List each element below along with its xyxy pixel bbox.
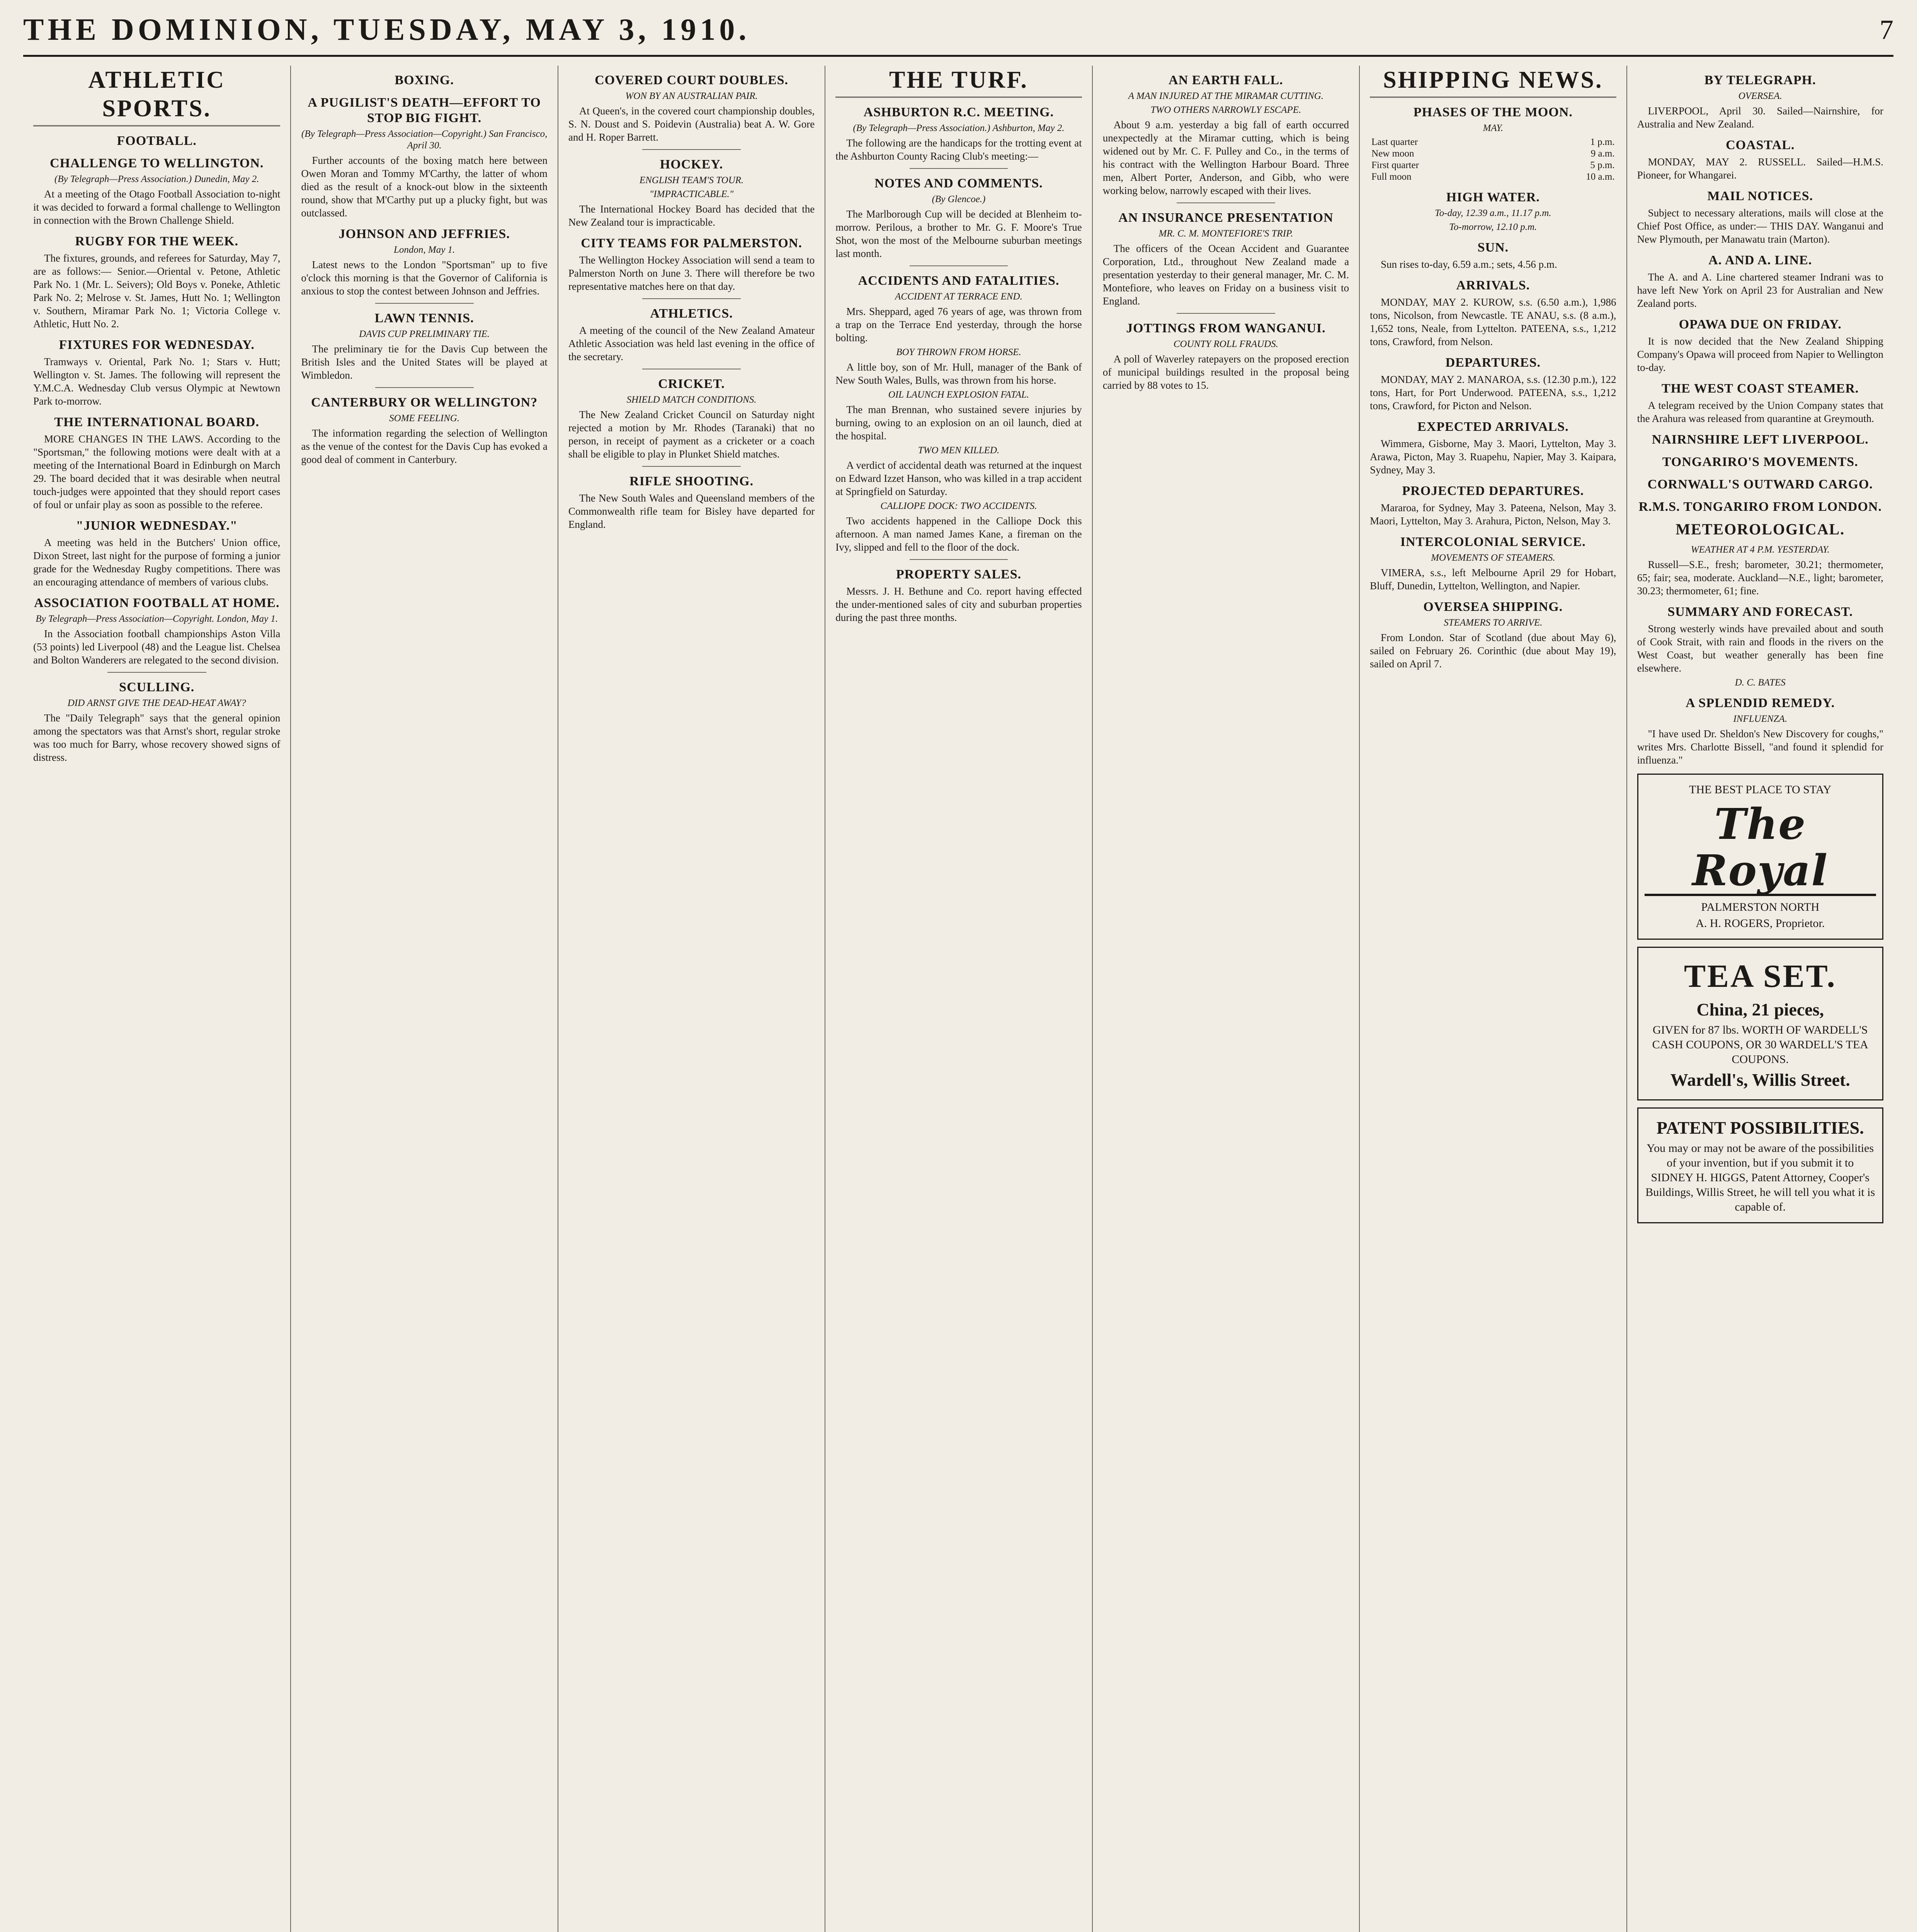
sports-story-heading: "JUNIOR WEDNESDAY." (76, 519, 238, 533)
moon-phases-heading: PHASES OF THE MOON. (1413, 105, 1573, 119)
boxing-story-dateline: London, May 1. (393, 245, 455, 255)
canterbury-story: The information regarding the selection of Wellington as the venue of the contest for the Davis Cup has evoked a good deal of comment in Canterbury. (301, 427, 548, 465)
davis-cup-subheading: DAVIS CUP PRELIMINARY TIE. (359, 329, 490, 339)
west-coast-text: A telegram received by the Union Company states that the Arahura was released from quarantine at Greymouth. (1637, 400, 1883, 424)
accident-3-heading: OIL LAUNCH EXPLOSION FATAL. (888, 389, 1029, 400)
moon-month: MAY. (1483, 123, 1504, 133)
expected-arrivals-heading: EXPECTED ARRIVALS. (1417, 420, 1569, 434)
intercolonial-subheading: MOVEMENTS OF STEAMERS. (1431, 553, 1555, 563)
a-and-a-line-heading: A. AND A. LINE. (1708, 253, 1812, 267)
wanganui-heading: JOTTINGS FROM WANGANUI. (1126, 321, 1326, 335)
accident-5-story: Two accidents happened in the Calliope Dock this afternoon. A man named James Kane, a fireman on the Ivy, slipped and fell to the floor of the dock. (835, 515, 1082, 553)
weather-text: Russell—S.E., fresh; barometer, 30.21; thermometer, 65; fair; sea, moderate. Auckland—N.E., light; barometer, 30.23; thermometer, 61; fine. (1637, 559, 1883, 597)
moon-phase-label: First quarter (1371, 160, 1419, 170)
earth-fall-heading: AN EARTH FALL. (1169, 73, 1283, 87)
sculling-heading: SCULLING. (119, 680, 195, 694)
presentation-story: The officers of the Ocean Accident and Guarantee Corporation, Ltd., throughout New Zealand made a presentation yesterday to their general manager, Mr. C. M. Montefiore, who leaves on Friday on a business visit to England. (1102, 243, 1349, 307)
newspaper-columns (23, 66, 1893, 1932)
departures-heading: DEPARTURES. (1445, 355, 1541, 370)
sports-story-block (33, 595, 280, 667)
property-sales-story: Messrs. J. H. Bethune and Co. report having effected the under-mentioned sales of city and suburban properties during the past three months. (835, 585, 1082, 623)
remedy-heading: A SPLENDID REMEDY. (1686, 696, 1835, 710)
tea-set-offer: GIVEN for 87 lbs. WORTH OF WARDELL'S CASH COUPONS, OR 30 WARDELL'S TEA COUPONS. (1652, 1024, 1868, 1066)
sports-story-heading: CHALLENGE TO WELLINGTON. (50, 156, 264, 170)
accident-2-heading: BOY THROWN FROM HORSE. (896, 347, 1021, 357)
wanganui-story: A poll of Waverley ratepayers on the proposed erection of municipal buildings resulted in the proposal being carried by 88 votes to 15. (1102, 353, 1349, 391)
nairnshire-heading: NAIRNSHIRE LEFT LIVERPOOL. (1652, 432, 1869, 447)
royal-tagline: THE BEST PLACE TO STAY (1689, 783, 1832, 796)
covered-court-heading: COVERED COURT DOUBLES. (595, 73, 789, 87)
accident-5-heading: CALLIOPE DOCK: TWO ACCIDENTS. (880, 501, 1037, 511)
by-telegraph-heading: BY TELEGRAPH. (1704, 73, 1816, 87)
rifle-heading: RIFLE SHOOTING. (629, 474, 754, 488)
moon-phase-time: 5 p.m. (1590, 160, 1615, 170)
section-heading-turf: THE TURF. (835, 66, 1082, 98)
moon-phase-time: 1 p.m. (1590, 137, 1615, 147)
column-telegraph-mail-weather (1626, 66, 1893, 1932)
section-heading-shipping: SHIPPING NEWS. (1370, 66, 1616, 98)
expected-arrivals-text: Wimmera, Gisborne, May 3. Maori, Lyttelton, May 3. Arawa, Picton, May 3. Ruapehu, Napier, May 3. Kaipara, Sydney, May 3. (1370, 438, 1616, 476)
rms-tongariro-heading: R.M.S. TONGARIRO FROM LONDON. (1638, 500, 1882, 514)
moon-phase-label: Full moon (1371, 172, 1412, 182)
moon-phase-time: 9 a.m. (1590, 148, 1615, 159)
boxing-stories (301, 95, 547, 298)
subsection-football: FOOTBALL. (117, 134, 197, 148)
by-telegraph-subheading: OVERSEA. (1738, 91, 1782, 101)
by-telegraph-text: LIVERPOOL, April 30. Sailed—Nairnshire, for Australia and New Zealand. (1637, 105, 1883, 130)
sports-story-dateline: (By Telegraph—Press Association.) Dunedin, May 2. (54, 174, 259, 184)
tea-set-heading: TEA SET. (1684, 958, 1837, 994)
west-coast-heading: THE WEST COAST STEAMER. (1662, 381, 1859, 396)
notes-story: The Marlborough Cup will be decided at Blenheim to-morrow. Perilous, a brother to Mr. G. F. Moore's True Shot, won the most of the Melbourne suburban meetings last month. (835, 208, 1082, 259)
divider (642, 149, 741, 150)
accident-4-heading: TWO MEN KILLED. (918, 445, 1000, 456)
sports-story-body: MORE CHANGES IN THE LAWS. According to the "Sportsman," the following motions were dealt with at a meeting of the International Board in Edinburgh on March 29. The board decided that it was desirable when neutral touch-judges were appointed that they should report cases of foul or unfair play as soon as possible to the referee. (33, 433, 281, 510)
notes-heading: NOTES AND COMMENTS. (874, 176, 1043, 190)
moon-phases-table (1370, 136, 1616, 183)
opawa-heading: OPAWA DUE ON FRIDAY. (1679, 317, 1842, 332)
covered-court-story: At Queen's, in the covered court championship doubles, S. N. Doust and S. Poidevin (Australia) beat A. W. Gore and H. Roper Barrett. (568, 105, 815, 143)
accident-4-story: A verdict of accidental death was returned at the inquest on Edward Izzet Hanson, who was killed in a trap accident at Springfield on Saturday. (835, 459, 1082, 497)
newspaper-title: THE DOMINION, TUESDAY, MAY 3, 1910. (23, 12, 750, 47)
tongariro-heading: TONGARIRO'S MOVEMENTS. (1662, 455, 1858, 469)
moon-phase-label: New moon (1371, 148, 1414, 159)
sports-story-block (33, 337, 280, 408)
boxing-heading: BOXING. (395, 73, 454, 87)
projected-departures-heading: PROJECTED DEPARTURES. (1402, 484, 1584, 498)
rifle-story: The New South Wales and Queensland members of the Commonwealth rifle team for Bisley have departed for England. (568, 492, 815, 530)
divider (642, 466, 741, 467)
arrivals-heading: ARRIVALS. (1456, 278, 1530, 293)
meteorological-heading: METEOROLOGICAL. (1675, 520, 1845, 538)
city-teams-heading: CITY TEAMS FOR PALMERSTON. (581, 236, 802, 250)
hockey-story: The International Hockey Board has decided that the New Zealand tour is impracticable. (568, 203, 815, 228)
weather-subheading: WEATHER AT 4 P.M. YESTERDAY. (1691, 544, 1830, 555)
column-shipping (1359, 66, 1626, 1932)
sports-story-body: Tramways v. Oriental, Park No. 1; Stars v. Hutt; Wellington v. St. James. The following will represent the Y.M.C.A. Wednesday Club versus Olympic at Newtown Park to-morrow. (33, 356, 281, 407)
ashburton-heading: ASHBURTON R.C. MEETING. (863, 105, 1054, 119)
city-teams-story: The Wellington Hockey Association will send a team to Palmerston North on June 3. There will therefore be two representative matches here on that day. (568, 254, 815, 292)
patent-heading: PATENT POSSIBILITIES. (1656, 1118, 1864, 1138)
sculling-story: The "Daily Telegraph" says that the general opinion among the spectators was that Arnst's short, regular stroke was too much for Barry, whose recovery showed signs of distress. (33, 712, 281, 763)
sports-story-heading: THE INTERNATIONAL BOARD. (54, 415, 260, 429)
royal-town: PALMERSTON NORTH (1701, 901, 1820, 913)
mail-notices-heading: MAIL NOTICES. (1707, 189, 1813, 203)
hockey-heading: HOCKEY. (660, 157, 723, 172)
tea-set-pieces: China, 21 pieces, (1696, 1000, 1824, 1019)
boxing-story-block (301, 95, 547, 219)
cricket-heading: CRICKET. (658, 377, 725, 391)
sports-story-block (33, 415, 280, 511)
intercolonial-heading: INTERCOLONIAL SERVICE. (1400, 535, 1586, 549)
divider (910, 265, 1008, 266)
divider (107, 672, 206, 673)
sports-story-heading: FIXTURES FOR WEDNESDAY. (59, 338, 255, 352)
projected-departures-text: Mararoa, for Sydney, May 3. Pateena, Nelson, May 3. Maori, Lyttelton, May 3. Arahura, Picton, Nelson, May 3. (1370, 502, 1616, 527)
property-sales-heading: PROPERTY SALES. (896, 567, 1022, 582)
moon-phase-time: 10 a.m. (1586, 172, 1615, 182)
coastal-text: MONDAY, MAY 2. RUSSELL. Sailed—H.M.S. Pioneer, for Whangarei. (1637, 156, 1883, 181)
meteorologist-signature: D. C. BATES (1735, 677, 1786, 688)
coastal-heading: COASTAL. (1726, 138, 1795, 152)
lawn-tennis-heading: LAWN TENNIS. (374, 311, 474, 325)
canterbury-heading: CANTERBURY OR WELLINGTON? (311, 395, 538, 410)
accident-2-story: A little boy, son of Mr. Hull, manager of the Bank of New South Wales, Bulls, was thrown from his horse. (835, 361, 1082, 386)
accident-1-story: Mrs. Sheppard, aged 76 years of age, was thrown from a trap on the Terrace End yesterday, through the horse bolting. (835, 306, 1082, 344)
athletics-story: A meeting of the council of the New Zealand Amateur Athletic Association was held last evening in the office of the secretary. (568, 325, 815, 362)
boxing-story-block (301, 226, 547, 298)
sports-story-body: At a meeting of the Otago Football Association to-night it was decided to forward a formal challenge to Wellington in connection with the Brown Challenge Shield. (33, 188, 281, 226)
sports-stories (33, 156, 280, 667)
presentation-heading: AN INSURANCE PRESENTATION (1118, 211, 1334, 225)
cornwall-heading: CORNWALL'S OUTWARD CARGO. (1647, 477, 1873, 492)
patent-text: You may or may not be aware of the possibilities of your invention, but if you submit it to SIDNEY H. HIGGS, Patent Attorney, Cooper's Buildings, Willis Street, he will tell you what it is capable of. (1645, 1142, 1875, 1213)
hockey-subheading-2: "IMPRACTICABLE." (649, 189, 734, 199)
tea-set-firm: Wardell's, Willis Street. (1670, 1070, 1850, 1090)
divider (910, 559, 1008, 560)
accidents-heading: ACCIDENTS AND FATALITIES. (858, 274, 1060, 288)
column-boxing (290, 66, 557, 1932)
high-water-heading: HIGH WATER. (1446, 190, 1540, 204)
opawa-text: It is now decided that the New Zealand Shipping Company's Opawa will proceed from Napier to Wellington to-day. (1637, 335, 1883, 373)
presentation-subheading: MR. C. M. MONTEFIORE'S TRIP. (1158, 228, 1293, 239)
page-number: 7 (1880, 14, 1893, 45)
oversea-shipping-heading: OVERSEA SHIPPING. (1423, 600, 1563, 614)
intercolonial-text: VIMERA, s.s., left Melbourne April 29 for Hobart, Bluff, Dunedin, Lyttelton, Wellington, and Napier. (1370, 567, 1616, 592)
sports-story-heading: RUGBY FOR THE WEEK. (75, 234, 239, 248)
accident-1-heading: ACCIDENT AT TERRACE END. (895, 291, 1022, 302)
royal-hotel-name: The Royal (1645, 801, 1876, 896)
sports-story-block (33, 234, 280, 330)
royal-proprietor: A. H. ROGERS, Proprietor. (1696, 917, 1825, 930)
athletics-heading: ATHLETICS. (650, 306, 733, 321)
column-bowls-hockey-cricket (558, 66, 825, 1932)
sun-line: Sun rises to-day, 6.59 a.m.; sets, 4.56 p.m. (1381, 259, 1557, 270)
sports-story-heading: ASSOCIATION FOOTBALL AT HOME. (34, 596, 280, 610)
moon-phase-label: Last quarter (1371, 137, 1418, 147)
remedy-text: "I have used Dr. Sheldon's New Discovery for coughs," writes Mrs. Charlotte Bissell, "and found it splendid for influenza." (1637, 728, 1883, 766)
earth-fall-story: About 9 a.m. yesterday a big fall of earth occurred unexpectedly at the Miramar cutting, which is being widened out by Mr. C. F. Pulley and Co., in the terms of his contract with the Wellington Harbour Board. Three men, Albert Porter, Anderson, and Gibb, who were working below, narrowly escaped with their lives. (1102, 119, 1349, 196)
moon-phase-row (1370, 160, 1616, 171)
earth-fall-subheading: A MAN INJURED AT THE MIRAMAR CUTTING. (1128, 91, 1324, 101)
tea-set-advertisement (1637, 947, 1883, 1100)
cricket-story: The New Zealand Cricket Council on Saturday night rejected a motion by Mr. Rhodes (Taranaki) that no person, in receipt of payment as a cricketer or a coach shall be eligible to play in Plunket Shield matches. (568, 409, 815, 460)
boxing-story-body: Latest news to the London "Sportsman" up to five o'clock this morning is that the Governor of California is anxious to stop the contest between Johnson and Jeffries. (301, 259, 548, 297)
patent-advertisement (1637, 1107, 1883, 1223)
boxing-story-heading: A PUGILIST'S DEATH—EFFORT TO STOP BIG FIGHT. (308, 95, 541, 125)
sports-story-body: The fixtures, grounds, and referees for Saturday, May 7, are as follows:— Senior.—Oriental v. Petone, Athletic Park No. 1 (Mr. L. Seivers); Old Boys v. Poneke, Athletic Park No. 2; Melrose v. St. James, Hutt No. 1; Wellington v. Southern, Miramar Park No. 1; Victoria College v. Athletic, Hutt No. 2. (33, 252, 281, 330)
wanganui-subheading: COUNTY ROLL FRAUDS. (1173, 339, 1278, 349)
divider (1177, 313, 1275, 314)
sports-story-body: In the Association football championships Aston Villa (53 points) led Liverpool (48) and the League list. Chelsea and Bolton Wanderers are relegated to the second division. (33, 628, 281, 666)
royal-hotel-advertisement (1637, 774, 1883, 940)
high-water-lines (1370, 207, 1616, 233)
high-water-line: To-day, 12.39 a.m., 11.17 p.m. (1435, 208, 1551, 218)
covered-court-subheading: WON BY AN AUSTRALIAN PAIR. (625, 91, 758, 101)
sun-heading: SUN. (1477, 240, 1509, 255)
a-and-a-line-text: The A. and A. Line chartered steamer Indrani was to have left New York on April 23 for Australian and New Zealand ports. (1637, 271, 1883, 309)
moon-phase-row (1370, 171, 1616, 183)
earth-fall-subheading-2: TWO OTHERS NARROWLY ESCAPE. (1150, 105, 1301, 115)
remedy-subheading: INFLUENZA. (1733, 714, 1788, 724)
sports-story-body: A meeting was held in the Butchers' Union office, Dixon Street, last night for the purpose of forming a junior grade for the Wednesday Rugby competitions. There was an encouraging attendance of members of various clubs. (33, 537, 281, 588)
cricket-subheading: SHIELD MATCH CONDITIONS. (626, 395, 757, 405)
section-heading-athletic-sports: ATHLETIC SPORTS. (33, 66, 280, 126)
hockey-subheading: ENGLISH TEAM'S TOUR. (639, 175, 744, 185)
column-turf (825, 66, 1092, 1932)
davis-cup-story: The preliminary tie for the Davis Cup between the British Isles and the United States will be played at Wimbledon. (301, 343, 548, 381)
divider (375, 303, 474, 304)
boxing-story-body: Further accounts of the boxing match here between Owen Moran and Tommy M'Carthy, the latter of whom died as the result of a knock-out blow in the sixteenth round, show that M'Carthy put up a plucky fight, but was outclassed. (301, 155, 548, 219)
moon-phase-row (1370, 148, 1616, 160)
divider (642, 298, 741, 299)
mail-notices-text: Subject to necessary alterations, mails will close at the Chief Post Office, as under:— THIS DAY. Wanganui and New Plymouth, per Manawatu train (Marton). (1637, 207, 1883, 245)
canterbury-subheading: SOME FEELING. (389, 413, 460, 423)
column-athletic-sports (23, 66, 290, 1932)
moon-phase-row (1370, 136, 1616, 148)
column-earth-fall (1092, 66, 1359, 1932)
sports-story-block (33, 518, 280, 588)
notes-byline: (By Glencoe.) (932, 194, 986, 204)
masthead (23, 5, 1893, 57)
oversea-shipping-text: From London. Star of Scotland (due about May 6), sailed on February 26. Corinthic (due about May 19), sailed on April 7. (1370, 632, 1616, 670)
sports-story-block (33, 156, 280, 227)
arrivals-text: MONDAY, MAY 2. KUROW, s.s. (6.50 a.m.), 1,986 tons, Nicolson, from Newcastle. TE ANAU, s.s. (8 a.m.), 1,652 tons, Neale, from Lyttelton. PATEENA, s.s., 1,212 tons, Crawford, from Nelson. (1370, 296, 1616, 347)
sculling-subheading: DID ARNST GIVE THE DEAD-HEAT AWAY? (67, 698, 246, 708)
sports-story-dateline: By Telegraph—Press Association—Copyright. London, May 1. (36, 614, 278, 624)
accident-3-story: The man Brennan, who sustained severe injuries by burning, owing to an explosion on an oil launch, died at the hospital. (835, 404, 1082, 442)
boxing-story-dateline: (By Telegraph—Press Association—Copyright.) San Francisco, April 30. (301, 129, 548, 151)
boxing-story-heading: JOHNSON AND JEFFRIES. (338, 227, 510, 241)
oversea-shipping-subheading: STEAMERS TO ARRIVE. (1444, 617, 1543, 628)
ashburton-dateline: (By Telegraph—Press Association.) Ashburton, May 2. (853, 123, 1065, 133)
summary-forecast-heading: SUMMARY AND FORECAST. (1667, 605, 1853, 619)
high-water-line: To-morrow, 12.10 p.m. (1449, 222, 1537, 232)
departures-text: MONDAY, MAY 2. MANAROA, s.s. (12.30 p.m.), 122 tons, Hart, for Port Underwood. PATEENA, s.s., 1,212 tons, Crawford, for Picton and Nelson. (1370, 374, 1616, 412)
divider (910, 168, 1008, 169)
divider (375, 387, 474, 388)
summary-forecast-text: Strong westerly winds have prevailed about and south of Cook Strait, with rain and floods in the rivers on the West Coast, but weather generally has been fine elsewhere. (1637, 623, 1883, 674)
divider (1177, 202, 1275, 203)
ashburton-story: The following are the handicaps for the trotting event at the Ashburton County Racing Club's meeting:— (835, 137, 1082, 162)
